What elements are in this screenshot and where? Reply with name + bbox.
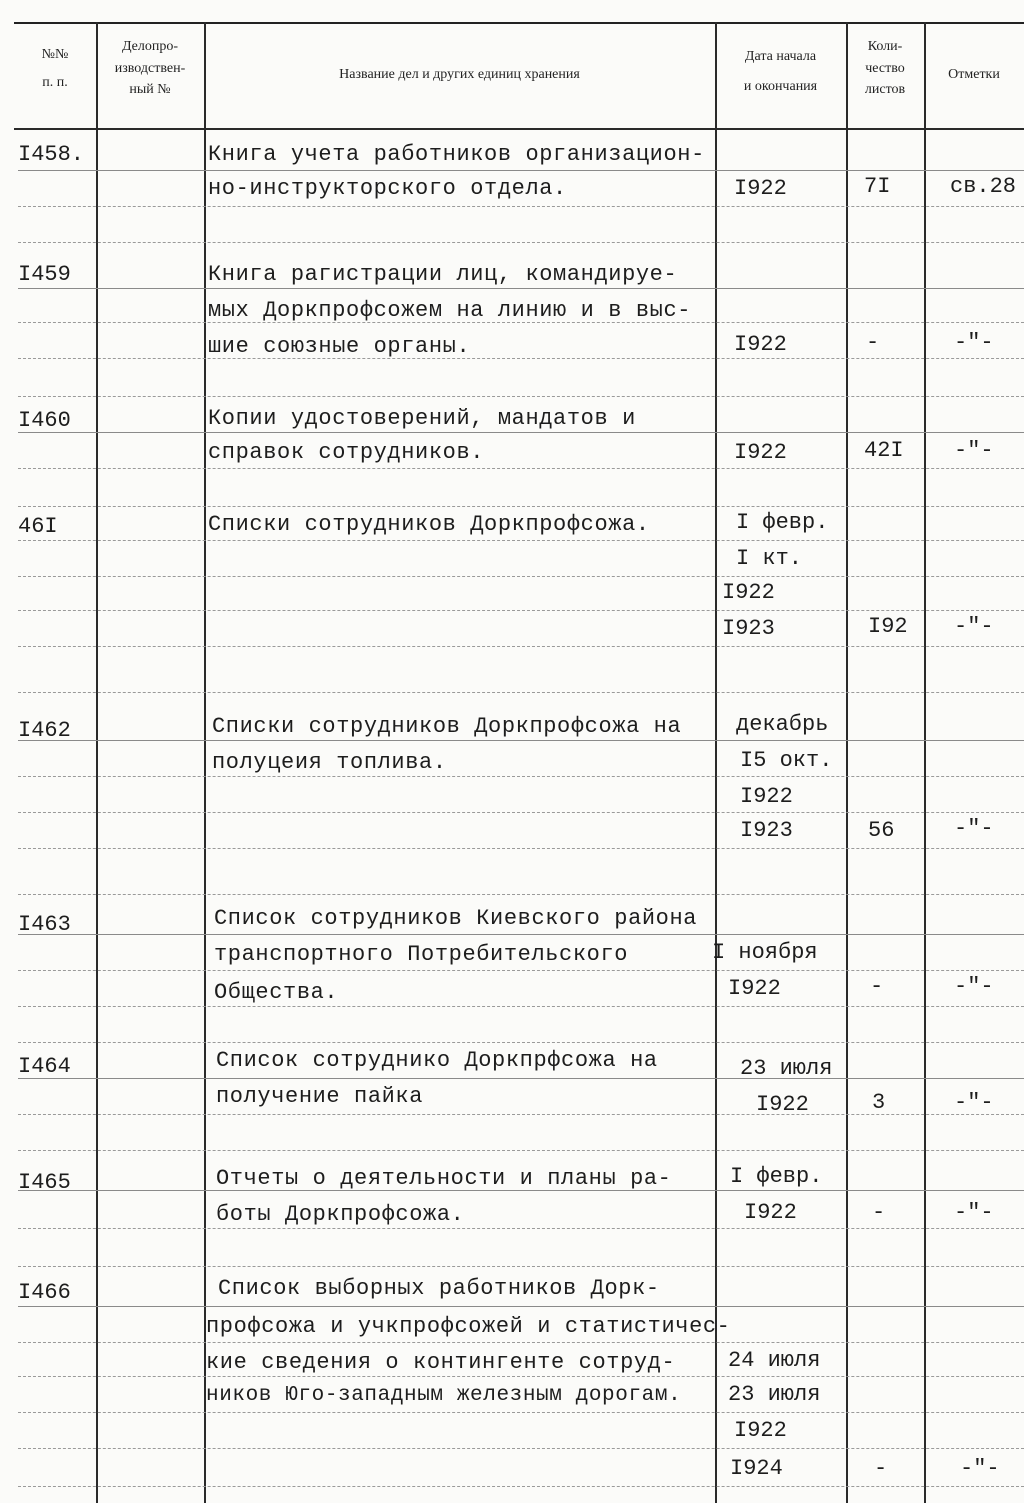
row-date: I922 xyxy=(734,176,787,201)
row-note: св.28 xyxy=(950,174,1017,199)
header-number: №№ п. п. xyxy=(41,47,69,90)
row-number: I465 xyxy=(18,1170,71,1195)
row-date: 24 июля xyxy=(728,1348,821,1373)
row-title-line: Копии удостоверений, мандатов и xyxy=(208,406,636,431)
row-sheet-count: - xyxy=(874,1456,888,1481)
row-note: -"- xyxy=(954,330,994,355)
row-date: I922 xyxy=(744,1200,797,1225)
row-sheet-count: 7I xyxy=(864,174,891,199)
row-note: -"- xyxy=(954,974,994,999)
col-divider-5 xyxy=(924,22,926,1503)
header-dates: Дата начала и окончания xyxy=(743,49,818,94)
row-number: 46I xyxy=(18,514,58,539)
row-number: I460 xyxy=(18,408,71,433)
row-title-line: Списки сотрудников Доркпрофсожа. xyxy=(208,512,650,537)
col-divider-1 xyxy=(96,22,98,1503)
col-divider-3 xyxy=(715,22,717,1503)
row-title-line: Отчеты о деятельности и планы ра- xyxy=(216,1166,672,1191)
header-office-number: Делопро- изводствен- ный № xyxy=(114,39,186,98)
row-title-line: кие сведения о контингенте сотруд- xyxy=(206,1350,676,1375)
row-date: 23 июля xyxy=(728,1382,821,1407)
row-title-line: получение пайка xyxy=(216,1084,424,1109)
row-sheet-count: 56 xyxy=(868,818,895,843)
row-sheet-count: I92 xyxy=(868,614,908,639)
row-date: I922 xyxy=(722,580,775,605)
row-date: I922 xyxy=(734,440,787,465)
row-sheet-count: 42I xyxy=(864,438,904,463)
row-number: I464 xyxy=(18,1054,71,1079)
row-title-line: но-инструкторского отдела. xyxy=(208,176,567,201)
row-title-line: Список сотруднико Доркпрфсожа на xyxy=(216,1048,658,1073)
header-title: Название дел и других единиц хранения xyxy=(339,67,580,82)
row-number: I463 xyxy=(18,912,71,937)
row-title-line: мых Доркпрофсожем на линию и в выс- xyxy=(208,298,692,323)
row-date: I922 xyxy=(756,1092,809,1117)
row-date: I923 xyxy=(740,818,793,843)
row-date: декабрь xyxy=(736,712,829,737)
header-bottom-border xyxy=(14,128,1024,130)
row-number: I466 xyxy=(18,1280,71,1305)
row-date: I922 xyxy=(734,1418,787,1443)
row-note: -"- xyxy=(954,614,994,639)
row-title-line: Список выборных работников Дорк- xyxy=(218,1276,660,1301)
row-title-line: ников Юго-западным железным дорогам. xyxy=(206,1384,682,1407)
row-date: 23 июля xyxy=(740,1056,833,1081)
row-date: I ноября xyxy=(712,940,818,965)
row-title-line: полуцеия топлива. xyxy=(212,750,447,775)
row-date: I февр. xyxy=(736,510,829,535)
row-note: -"- xyxy=(954,1090,994,1115)
col-divider-2 xyxy=(204,22,206,1503)
row-title-line: Книга рагистрации лиц, командируе- xyxy=(208,262,678,287)
row-title-line: боты Доркпрофсожа. xyxy=(216,1202,465,1227)
row-date: I кт. xyxy=(736,546,803,571)
row-title-line: Список сотрудников Киевского района xyxy=(214,906,698,931)
header-count: Коли- чество листов xyxy=(864,39,906,98)
row-title-line: шие союзные органы. xyxy=(208,334,471,359)
row-date: I5 окт. xyxy=(740,748,833,773)
row-date: I924 xyxy=(730,1456,783,1481)
row-sheet-count: 3 xyxy=(872,1090,886,1115)
row-sheet-count: - xyxy=(870,974,884,999)
row-note: -"- xyxy=(960,1456,1000,1481)
row-date: I922 xyxy=(734,332,787,357)
table-top-border xyxy=(14,22,1024,24)
row-date: I922 xyxy=(728,976,781,1001)
row-date: I923 xyxy=(722,616,775,641)
row-title-line: Списки сотрудников Доркпрофсожа на xyxy=(212,714,682,739)
row-date: I922 xyxy=(740,784,793,809)
row-note: -"- xyxy=(954,1200,994,1225)
row-date: I февр. xyxy=(730,1164,823,1189)
header-notes: Отметки xyxy=(948,67,1000,82)
row-number: I459 xyxy=(18,262,71,287)
row-note: -"- xyxy=(954,816,994,841)
row-title-line: Общества. xyxy=(214,980,339,1005)
row-sheet-count: - xyxy=(872,1200,886,1225)
row-title-line: справок сотрудников. xyxy=(208,440,485,465)
row-title-line: транспортного Потребительского xyxy=(214,942,629,967)
row-sheet-count: - xyxy=(866,330,880,355)
row-number: I458. xyxy=(18,142,85,167)
row-note: -"- xyxy=(954,438,994,463)
col-divider-4 xyxy=(846,22,848,1503)
row-title-line: Книга учета работников организацион- xyxy=(208,142,705,167)
row-title-line: профсожа и учкпрофсожей и статистичес- xyxy=(206,1314,731,1339)
row-number: I462 xyxy=(18,718,71,743)
